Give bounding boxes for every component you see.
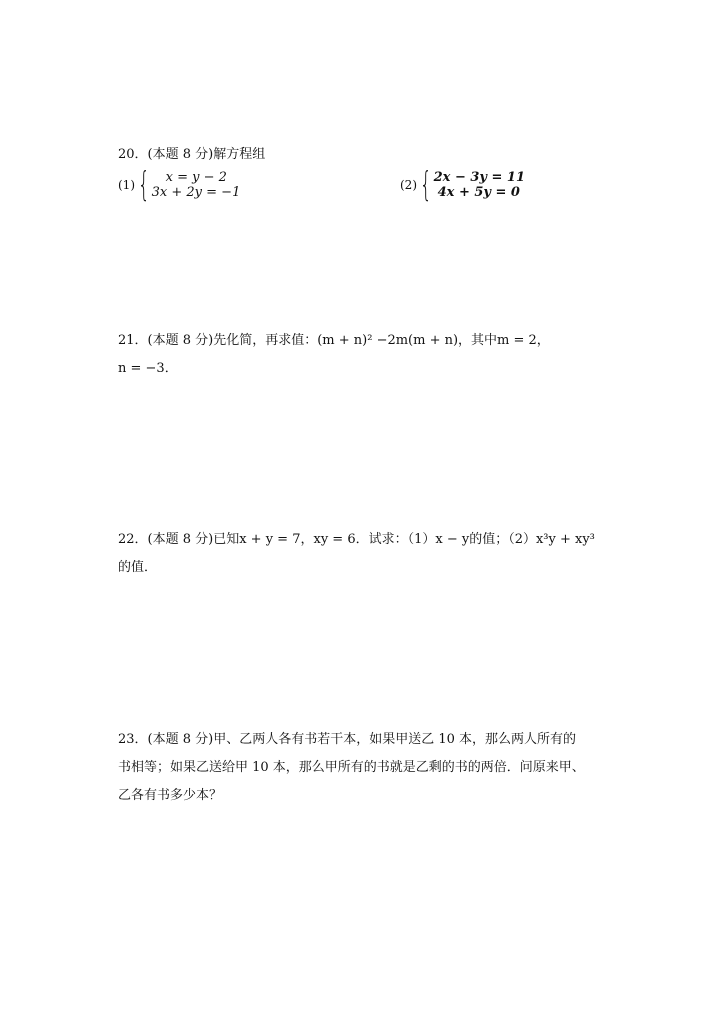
system-2-equations <box>434 170 525 200</box>
problem-21-line-2: n = −3． <box>118 361 178 376</box>
problem-21 <box>118 327 598 383</box>
problem-23-line-3: 乙各有书多少本？ <box>118 788 223 803</box>
problem-23-line-2: 书相等；如果乙送给甲 10 本，那么甲所有的书就是乙剩的书的两倍．问原来甲、 <box>118 760 585 775</box>
brace-icon: { <box>419 165 432 205</box>
system-2-eq-1: 2x − 3y = 11 <box>433 170 526 185</box>
problem-20 <box>118 141 598 169</box>
problem-21-line-1: 21．(本题 8 分)先化简，再求值：(m + n)² −2m(m + n)，其中m = 2， <box>118 333 550 348</box>
system-1-label: (1) <box>118 178 135 192</box>
problem-22 <box>118 526 598 582</box>
problem-23-line-1: 23．(本题 8 分)甲、乙两人各有书若干本，如果甲送乙 10 本，那么两人所有的 <box>118 732 577 747</box>
problem-22-line-2: 的值． <box>118 560 158 575</box>
system-1-equations <box>152 170 241 200</box>
brace-icon: { <box>137 165 150 205</box>
system-2-eq-2: 4x + 5y = 0 <box>437 185 520 200</box>
problem-23 <box>118 726 598 810</box>
problem-20-system-2 <box>400 165 526 205</box>
system-1-eq-2: 3x + 2y = −1 <box>151 185 241 200</box>
system-1-eq-1: x = y − 2 <box>165 170 227 185</box>
problem-20-system-1 <box>118 165 241 205</box>
problem-20-header: 20．(本题 8 分)解方程组 <box>118 147 266 162</box>
problem-22-line-1: 22．(本题 8 分)已知x + y = 7，xy = 6．试求：（1）x − y的值；（2）x³y + xy³ <box>118 532 595 547</box>
system-2-label: (2) <box>400 178 417 192</box>
